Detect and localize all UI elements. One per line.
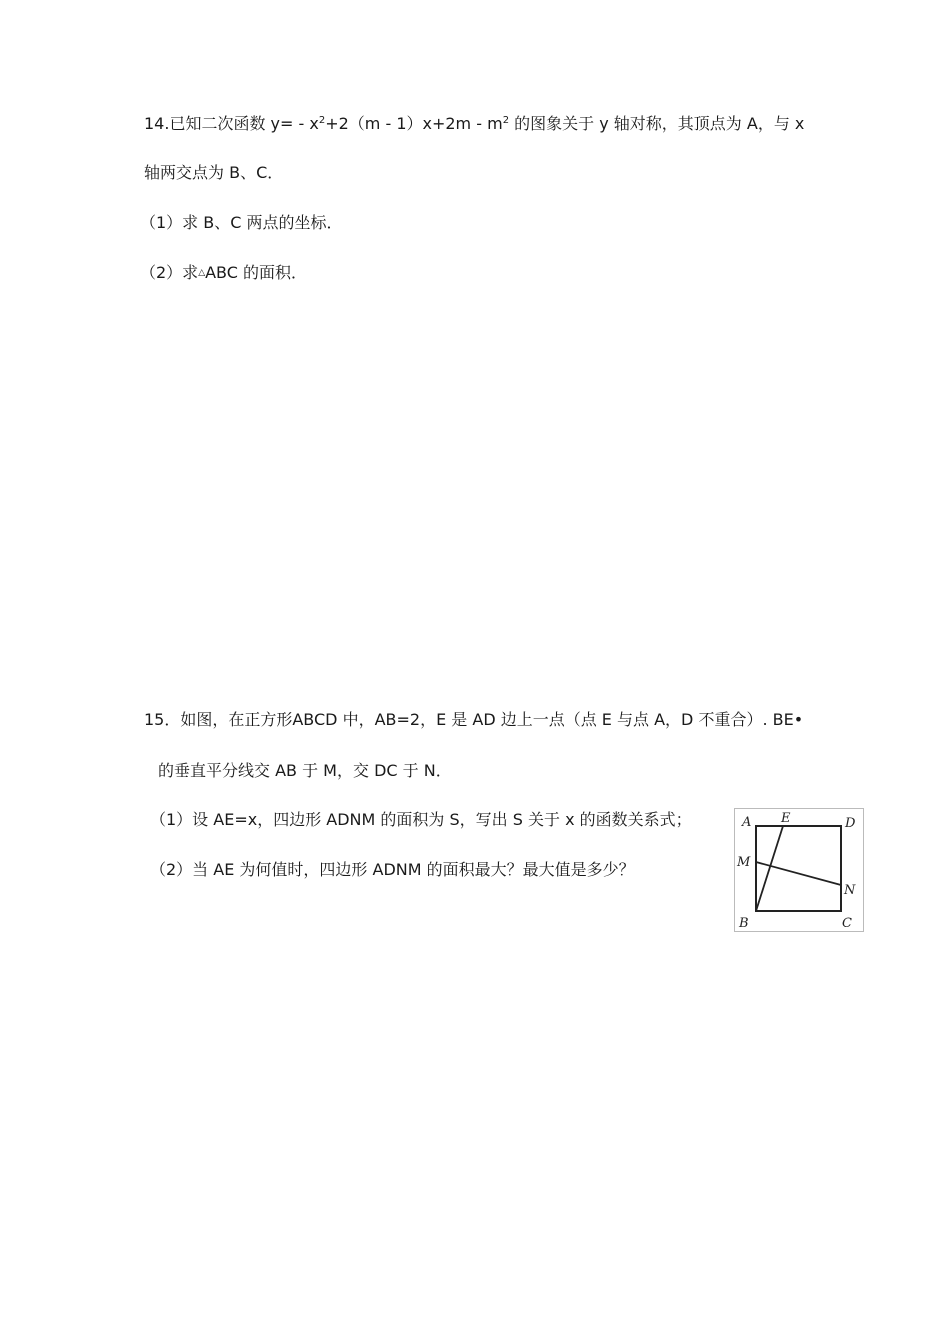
label-a: A	[742, 815, 752, 830]
q15-line2: 的垂直平分线交 AB 于 M，交 DC 于 N．	[158, 761, 452, 780]
triangle-symbol: △	[198, 268, 206, 278]
label-e: E	[781, 811, 791, 826]
q14-exponent-2: 2	[502, 115, 510, 126]
label-b: B	[739, 916, 749, 931]
q14-line1	[144, 114, 804, 134]
q15-line1: 15．如图，在正方形ABCD 中，AB=2，E 是 AD 边上一点（点 E 与点 A，D 不重合）. BE•	[144, 710, 804, 729]
label-c: C	[842, 916, 852, 931]
q15-part1: （1）设 AE=x，四边形 ADNM 的面积为 S，写出 S 关于 x 的函数关系式；	[150, 810, 692, 829]
q14-part2	[140, 263, 307, 283]
geometry-diagram	[734, 808, 864, 932]
label-m: M	[737, 855, 751, 870]
q14-part1: （1）求 B、C 两点的坐标．	[140, 213, 343, 232]
square-figure	[734, 808, 864, 932]
q14-part2-text: ABC 的面积．	[205, 263, 308, 282]
q14-exponent-1: 2	[318, 115, 326, 126]
q14-line2: 轴两交点为 B、C．	[144, 163, 284, 182]
q14-text: 14.已知二次函数 y= - x	[144, 114, 319, 133]
q14-part2-text: （2）求	[140, 263, 199, 282]
label-n: N	[844, 883, 856, 898]
label-d: D	[845, 816, 856, 831]
q14-text: 的图象关于 y 轴对称，其顶点为 A，与 x	[509, 114, 805, 133]
q15-part2: （2）当 AE 为何值时，四边形 ADNM 的面积最大？最大值是多少？	[150, 860, 635, 879]
q14-text: +2（m - 1）x+2m - m	[325, 114, 503, 133]
